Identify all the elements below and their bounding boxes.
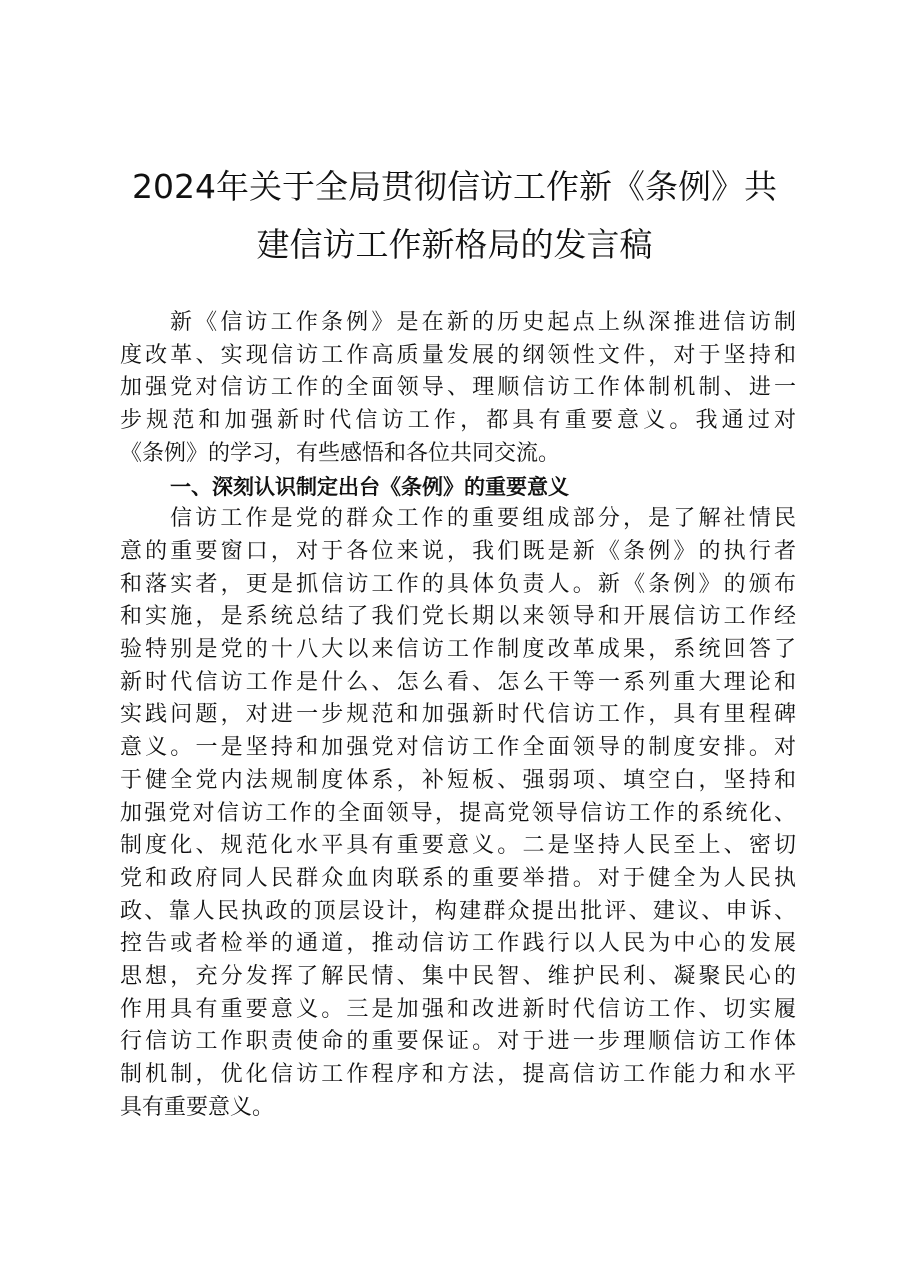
text-line: 新《信访工作条例》是在新的历史起点上纵深推进信访制 xyxy=(170,310,796,335)
text-line: 《条例》的学习，有些感悟和各位共同交流。 xyxy=(120,440,561,466)
text-line: 控告或者检举的通道，推动信访工作践行以人民为中心的发展 xyxy=(120,931,796,957)
text-line: 意的重要窗口，对于各位来说，我们既是新《条例》的执行者 xyxy=(120,538,796,564)
document-body xyxy=(120,307,796,1125)
text-line: 信访工作是党的群众工作的重要组成部分，是了解社情民 xyxy=(170,506,796,532)
text-line: 行信访工作职责使命的重要保证。对于进一步理顺信访工作体 xyxy=(120,1029,796,1055)
text-line: 作用具有重要意义。三是加强和改进新时代信访工作、切实履 xyxy=(120,996,796,1022)
section-paragraph xyxy=(120,503,796,1124)
text-line: 思想，充分发挥了解民情、集中民智、维护民利、凝聚民心的 xyxy=(120,964,796,990)
text-line: 度改革、实现信访工作高质量发展的纲领性文件，对于坚持和 xyxy=(120,342,796,368)
text-line: 和落实者，更是抓信访工作的具体负责人。新《条例》的颁布 xyxy=(120,571,796,597)
title-line-1: 2024年关于全局贯彻信访工作新《条例》共 xyxy=(132,167,777,206)
text-line: 意义。一是坚持和加强党对信访工作全面领导的制度安排。对 xyxy=(120,735,796,761)
text-line: 验特别是党的十八大以来信访工作制度改革成果，系统回答了 xyxy=(120,637,796,663)
intro-paragraph xyxy=(120,307,796,471)
document-title xyxy=(120,158,789,274)
section-heading: 一、深刻认识制定出台《条例》的重要意义 xyxy=(170,474,569,499)
title-line-2: 建信访工作新格局的发言稿 xyxy=(256,225,653,264)
text-line: 新时代信访工作是什么、怎么看、怎么干等一系列重大理论和 xyxy=(120,669,796,695)
text-line: 加强党对信访工作的全面领导，提高党领导信访工作的系统化、 xyxy=(120,800,796,826)
text-line: 具有重要意义。 xyxy=(120,1094,275,1120)
text-line: 于健全党内法规制度体系，补短板、强弱项、填空白，坚持和 xyxy=(120,767,796,793)
text-line: 党和政府同人民群众血肉联系的重要举措。对于健全为人民执 xyxy=(120,865,796,891)
text-line: 政、靠人民执政的顶层设计，构建群众提出批评、建议、申诉、 xyxy=(120,898,796,924)
text-line: 制机制，优化信访工作程序和方法，提高信访工作能力和水平 xyxy=(120,1062,796,1088)
text-line: 和实施，是系统总结了我们党长期以来领导和开展信访工作经 xyxy=(120,604,796,630)
text-line: 加强党对信访工作的全面领导、理顺信访工作体制机制、进一 xyxy=(120,375,796,401)
text-line: 步规范和加强新时代信访工作，都具有重要意义。我通过对 xyxy=(120,408,796,434)
text-line: 实践问题，对进一步规范和加强新时代信访工作，具有里程碑 xyxy=(120,702,796,728)
text-line: 制度化、规范化水平具有重要意义。二是坚持人民至上、密切 xyxy=(120,833,796,859)
